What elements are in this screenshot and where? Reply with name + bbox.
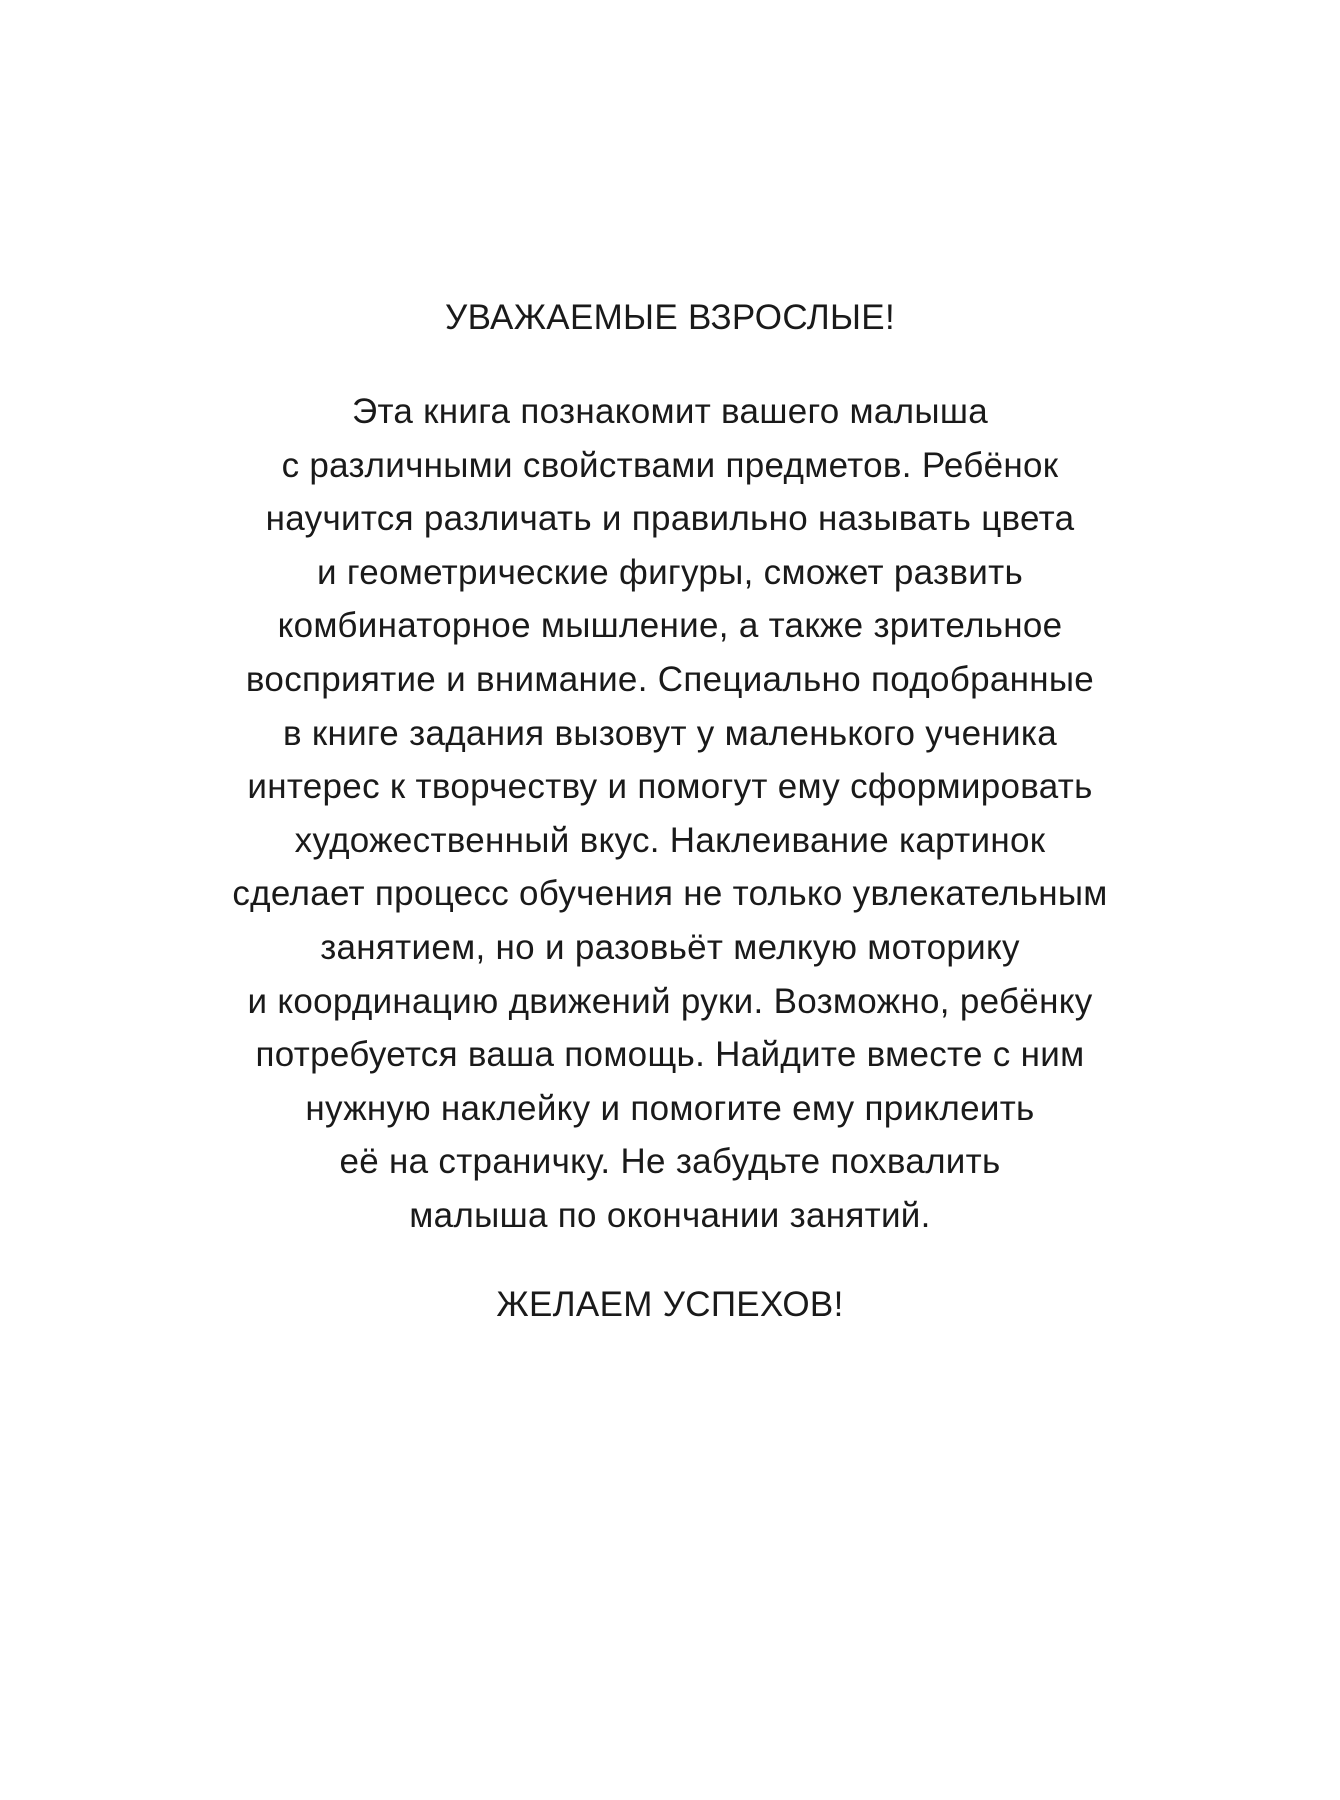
paragraph-line: художественный вкус. Наклеивание картинок (294, 820, 1046, 860)
intro-paragraph (0, 385, 1340, 1243)
paragraph-line: интерес к творчеству и помогут ему сформировать (247, 767, 1093, 807)
paragraph-line: восприятие и внимание. Специально подобранные (245, 659, 1095, 699)
paragraph-line: сделает процесс обучения не только увлекательным (232, 874, 1108, 914)
paragraph-line: с различными свойствами предметов. Ребёнок (281, 445, 1059, 485)
paragraph-line: занятием, но и разовьёт мелкую моторику (320, 927, 1020, 967)
paragraph-line: её на страничку. Не забудьте похвалить (339, 1142, 1001, 1182)
page-heading: УВАЖАЕМЫЕ ВЗРОСЛЫЕ! (445, 298, 895, 337)
paragraph-line: и координацию движений руки. Возможно, ребёнку (247, 981, 1093, 1021)
paragraph-line: Эта книга познакомит вашего малыша (351, 392, 988, 431)
paragraph-line: малыша по окончании занятий. (409, 1195, 931, 1235)
closing-wish: ЖЕЛАЕМ УСПЕХОВ! (496, 1285, 844, 1324)
paragraph-line: комбинаторное мышление, а также зрительное (277, 606, 1063, 646)
paragraph-line: научится различать и правильно называть цвета (265, 499, 1075, 539)
paragraph-line: потребуется ваша помощь. Найдите вместе с ним (255, 1035, 1085, 1075)
paragraph-line: нужную наклейку и помогите ему приклеить (305, 1088, 1035, 1128)
paragraph-line: в книге задания вызовут у маленького ученика (283, 713, 1057, 753)
paragraph-line: и геометрические фигуры, сможет развить (317, 552, 1023, 592)
